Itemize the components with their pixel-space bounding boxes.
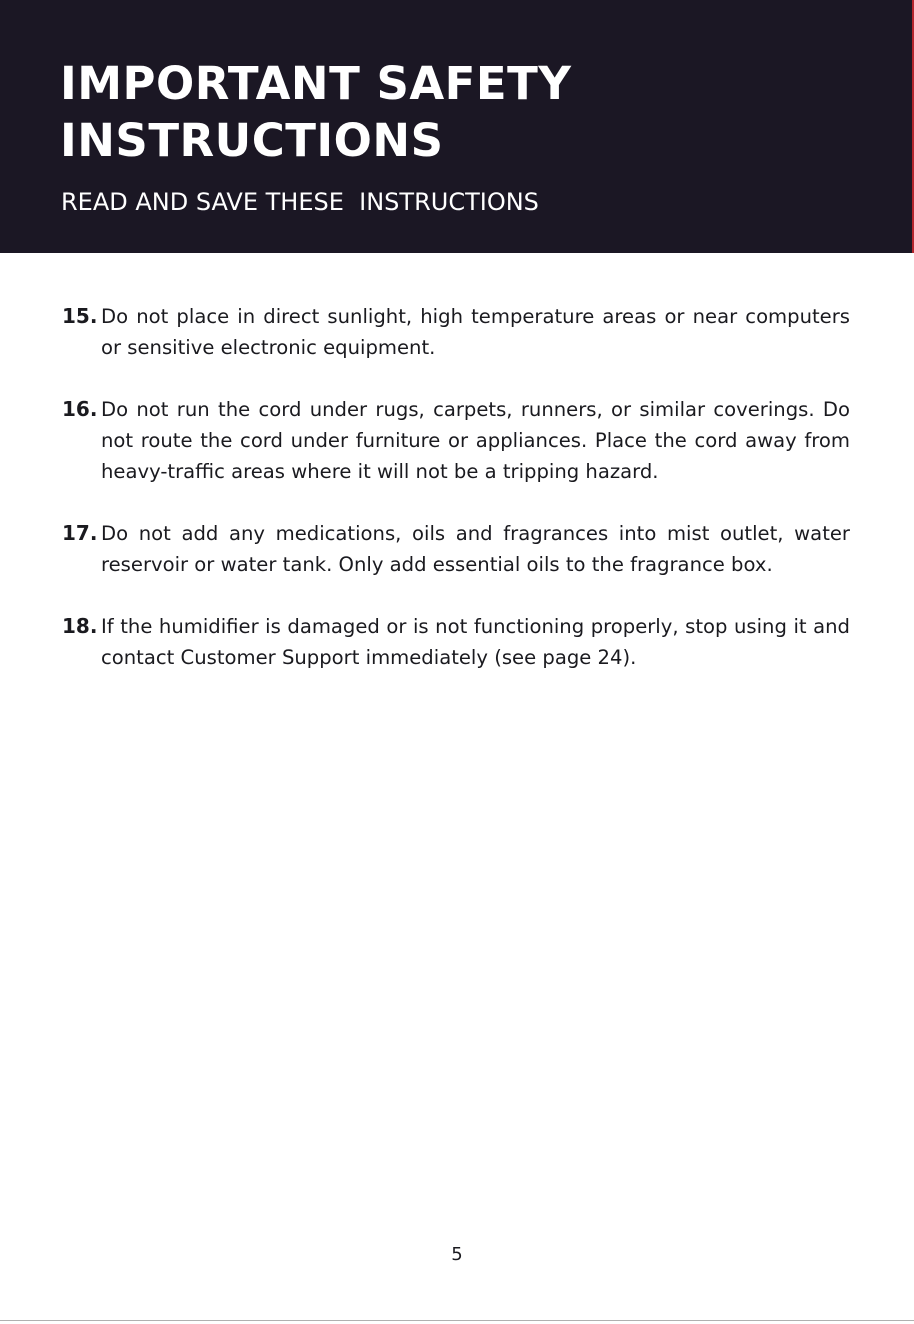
header-banner [0, 0, 914, 253]
instruction-item-15 [62, 301, 850, 363]
instruction-number: 17. [62, 521, 98, 545]
instruction-list [62, 301, 850, 704]
instruction-number: 18. [62, 614, 98, 638]
instruction-text: If the humidifier is damaged or is not functioning properly, stop using it and contact Customer Support immediately (see page 24). [101, 615, 850, 669]
instruction-number: 16. [62, 397, 98, 421]
page-number: 5 [451, 1244, 463, 1265]
instruction-number: 15. [62, 304, 98, 328]
page-title: IMPORTANT SAFETY INSTRUCTIONS [60, 57, 572, 167]
instruction-text: Do not run the cord under rugs, carpets, runners, or similar coverings. Do not route the cord under furniture or appliances. Place the cord away from heavy-traffic areas where it will not be a tripping hazard. [101, 398, 850, 483]
instruction-text: Do not place in direct sunlight, high temperature areas or near computers or sensitive electronic equipment. [101, 305, 850, 359]
instruction-text: Do not add any medications, oils and fragrances into mist outlet, water reservoir or water tank. Only add essential oils to the fragrance box. [101, 522, 850, 576]
page-subtitle: READ AND SAVE THESE INSTRUCTIONS [61, 188, 539, 216]
instruction-item-17 [62, 518, 850, 580]
instruction-item-18 [62, 611, 850, 673]
page-bottom-divider [0, 1320, 914, 1321]
instruction-item-16 [62, 394, 850, 487]
